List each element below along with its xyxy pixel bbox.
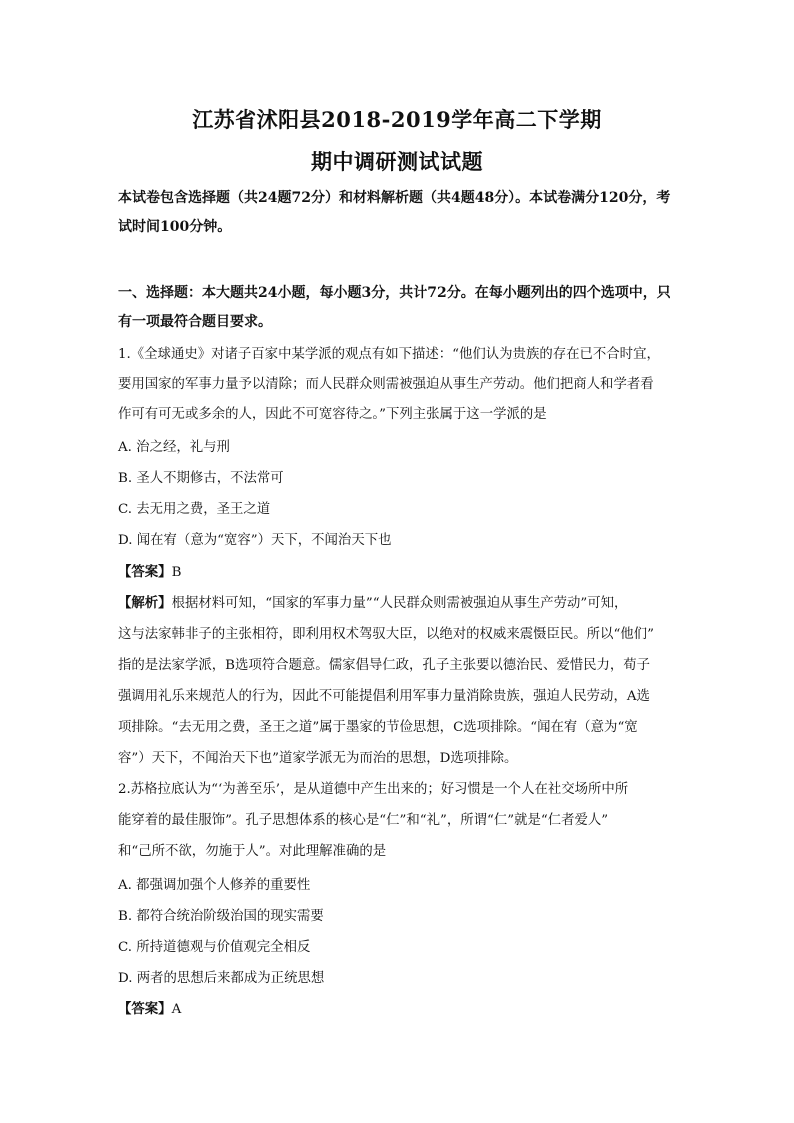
q2-option-d: D. 两者的思想后来都成为正统思想: [118, 971, 325, 986]
q2-answer: [118, 998, 181, 1017]
q1-stem-line-2: 要用国家的军事力量予以清除；而人民群众则需被强迫从事生产劳动。他们把商人和学者看: [118, 377, 654, 392]
q1-answer-label: 【答案】: [118, 564, 172, 580]
q2-stem-line-3: 和“己所不欲，勿施于人”。对此理解准确的是: [118, 844, 387, 859]
q1-analysis-text-1: 根据材料可知，“国家的军事力量”“人民群众则需被强迫从事生产劳动”可知，: [171, 596, 628, 611]
q1-analysis-line-4: 强调用礼乐来规范人的行为，因此不可能提倡利用军事力量消除贵族，强迫人民劳动，A选: [118, 689, 650, 704]
q1-analysis-line-1: [118, 592, 680, 611]
title-line-1: 江苏省沭阳县2018-2019学年高二下学期: [192, 107, 602, 132]
q1-option-b: B. 圣人不期修古，不法常可: [118, 471, 284, 486]
q1-analysis-line-5: 项排除。“去无用之费，圣王之道”属于墨家的节俭思想，C选项排除。“闻在宥（意为“宽: [118, 720, 638, 735]
q2-option-c: C. 所持道德观与价值观完全相反: [118, 940, 311, 955]
q2-stem-line-2: 能穿着的最佳服饰”。孔子思想体系的核心是“仁”和“礼”，所谓“仁”就是“仁者爱人”: [118, 813, 609, 828]
q2-option-a: A. 都强调加强个人修养的重要性: [118, 878, 311, 893]
q1-stem-line-1: 1.《全球通史》对诸子百家中某学派的观点有如下描述：“他们认为贵族的存在已不合时宜，: [118, 347, 660, 362]
q1-analysis-line-2: 这与法家韩非子的主张相符，即利用权术驾驭大臣，以绝对的权威来震慑臣民。所以“他们”: [118, 627, 654, 642]
section-heading: 一、选择题：本大题共24小题，每小题3分，共计72分。在每小题列出的四个选项中，只有一项最符合题目要求。: [118, 285, 671, 330]
q2-option-b: B. 都符合统治阶级治国的现实需要: [118, 909, 324, 924]
q2-answer-label: 【答案】: [118, 1001, 172, 1017]
q1-answer: [118, 561, 181, 580]
q1-analysis-line-6: 容”）天下，不闻治天下也”道家学派无为而治的思想，D选项排除。: [118, 751, 518, 766]
q2-answer-value: A: [171, 1002, 182, 1017]
q1-stem-line-3: 作可有可无或多余的人，因此不可宽容待之。”下列主张属于这一学派的是: [118, 407, 547, 422]
q2-stem-line-1: 2.苏格拉底认为“‘为善至乐’，是从道德中产生出来的；好习惯是一个人在社交场所中所: [118, 782, 629, 797]
q1-answer-value: B: [171, 565, 182, 580]
q1-option-d: D. 闻在宥（意为“宽容”）天下，不闻治天下也: [118, 533, 392, 548]
title-line-2: 期中调研测试试题: [311, 149, 483, 174]
q1-analysis-label: 【解析】: [118, 595, 172, 611]
exam-intro: 本试卷包含选择题（共24题72分）和材料解析题（共4题48分）。本试卷满分120分，考试时间100分钟。: [118, 190, 671, 235]
q1-analysis-line-3: 指的是法家学派，B选项符合题意。儒家倡导仁政，孔子主张要以德治民、爱惜民力，荀子: [118, 658, 651, 673]
q1-option-a: A. 治之经，礼与刑: [118, 440, 230, 455]
q1-option-c: C. 去无用之费，圣王之道: [118, 502, 271, 517]
